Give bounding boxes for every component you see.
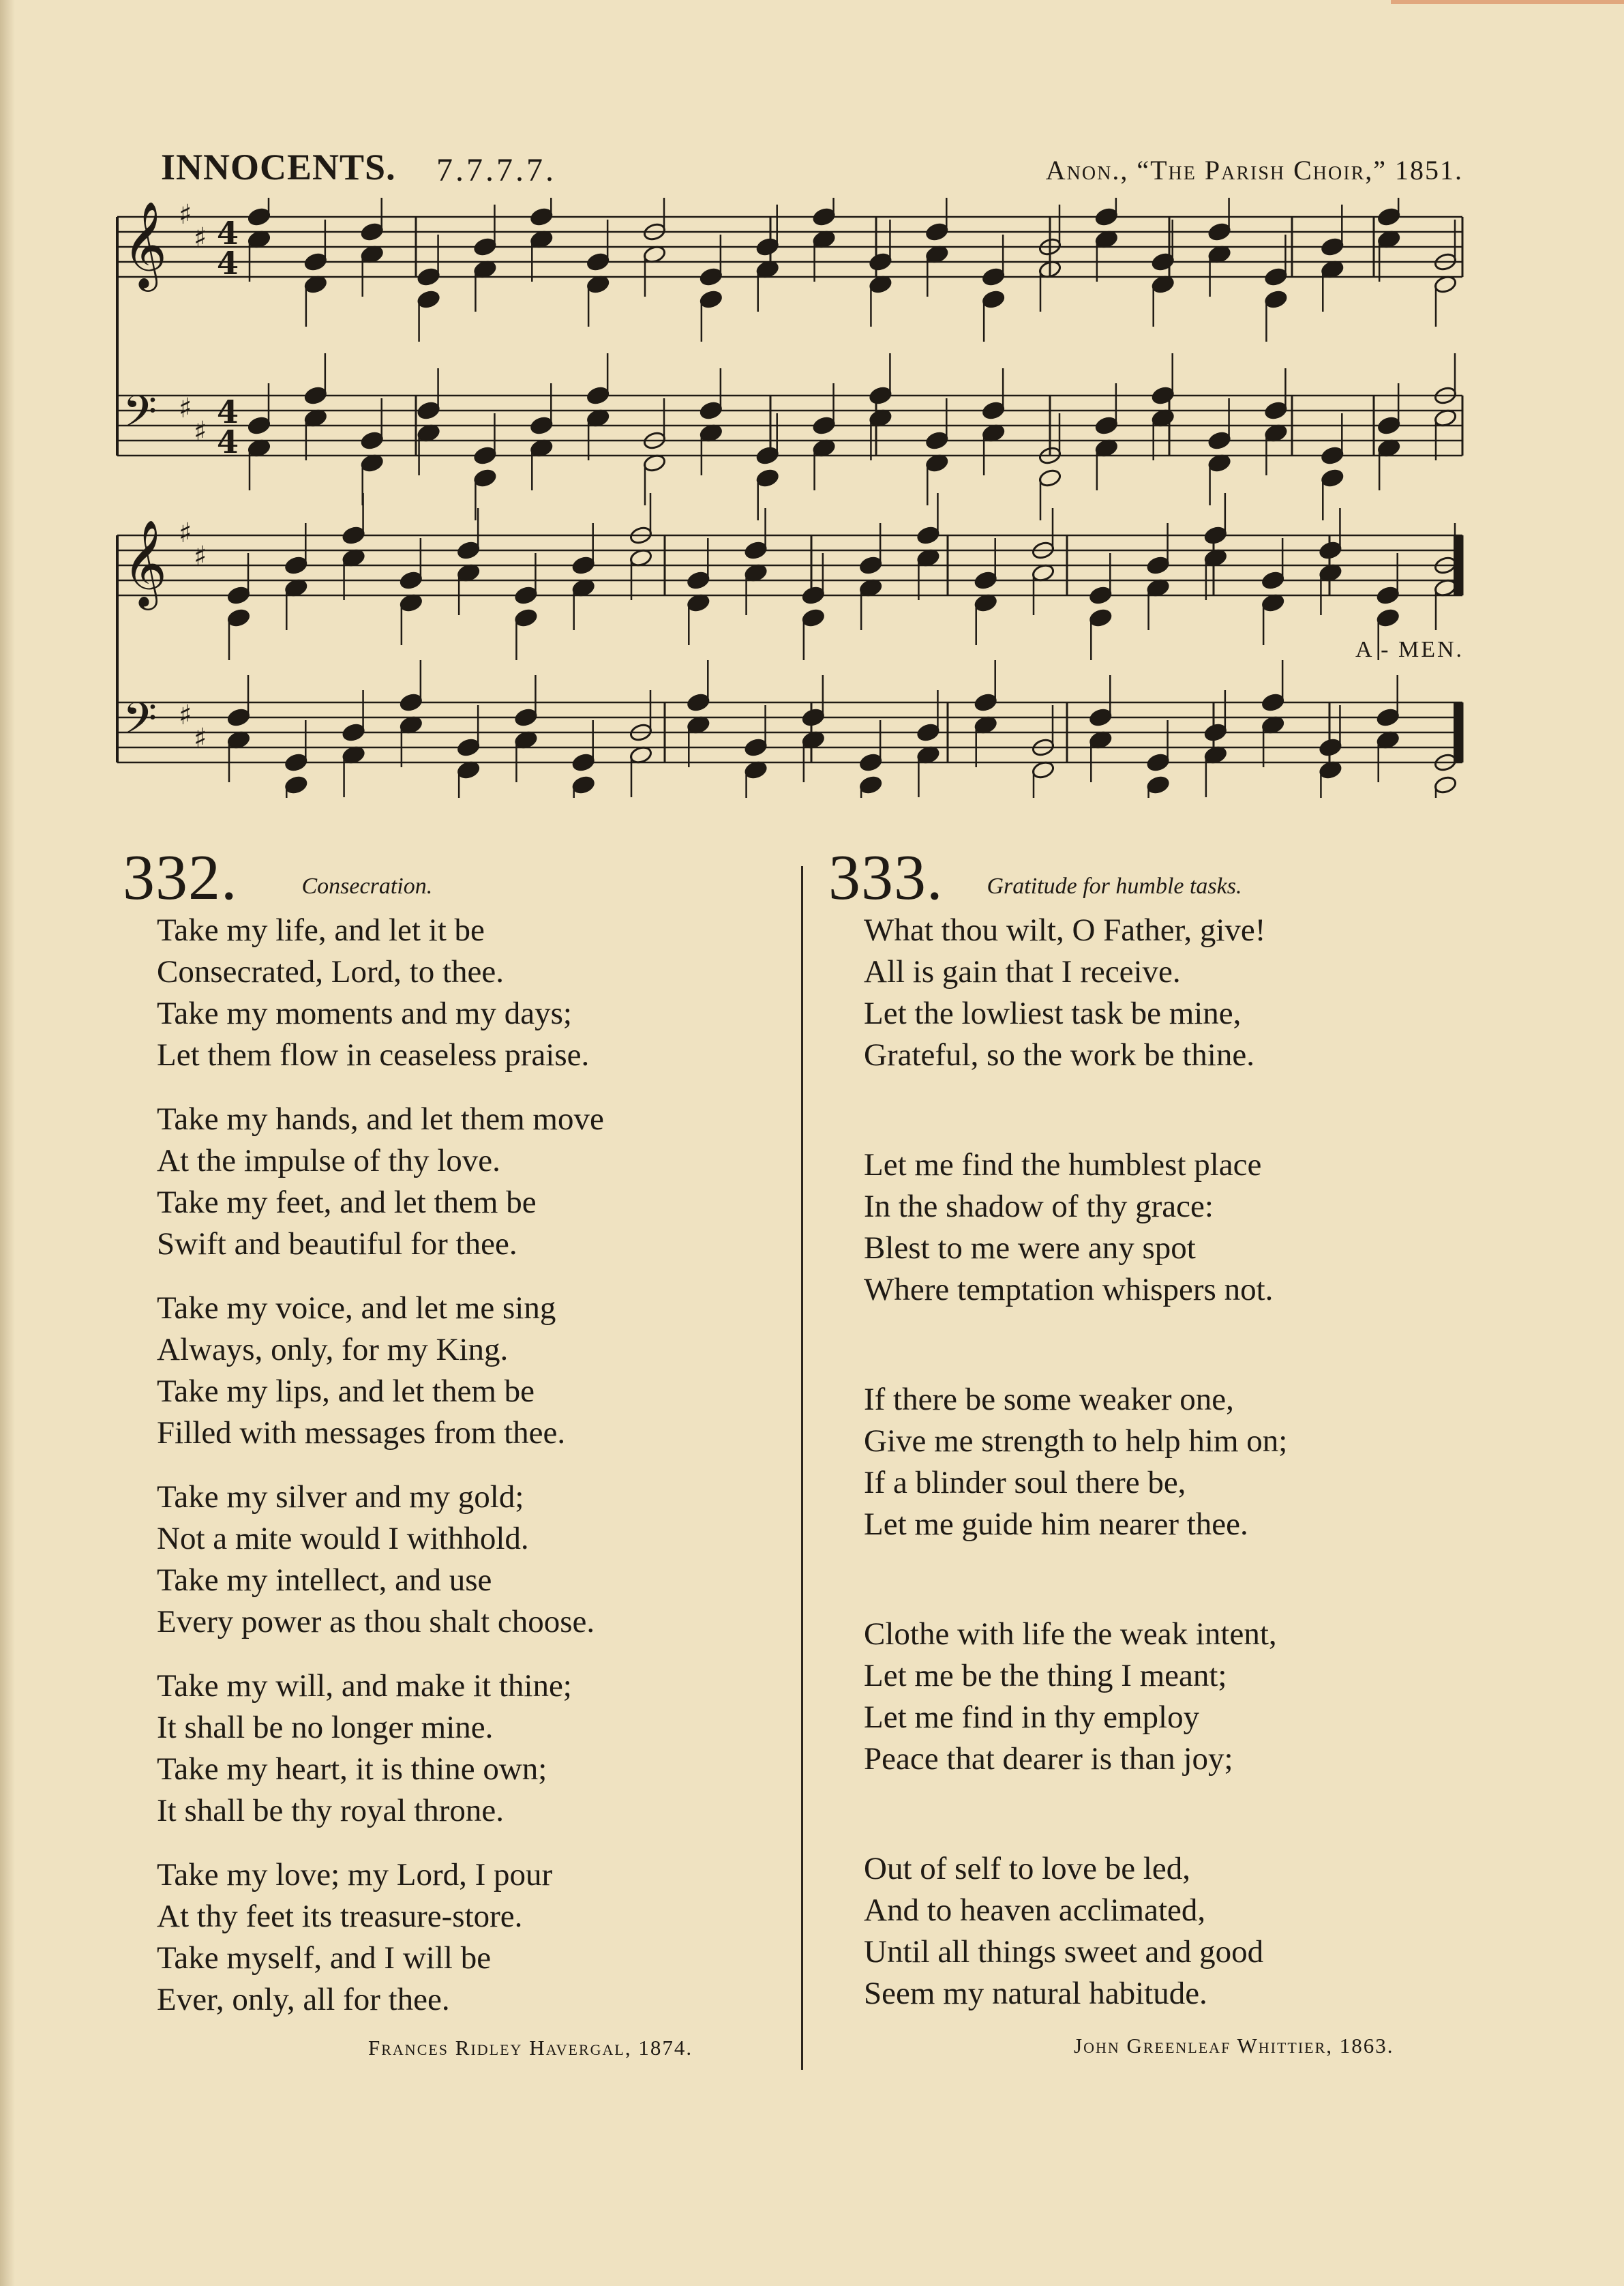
verse-line: Let me find the humblest place xyxy=(864,1147,1262,1183)
quarter-note xyxy=(1321,468,1344,488)
quarter-note xyxy=(982,267,1006,286)
quarter-note xyxy=(473,445,497,465)
verse-line: Take my life, and let it be xyxy=(157,912,485,948)
quarter-note xyxy=(974,570,997,590)
stanza xyxy=(828,1614,1483,1780)
quarter-note xyxy=(755,237,779,256)
quarter-note xyxy=(925,430,949,450)
verse-line: It shall be no longer mine. xyxy=(157,1710,494,1745)
quarter-note xyxy=(1264,289,1288,309)
hymn-topic: Consecration. xyxy=(301,874,433,900)
sharp-icon: ♯ xyxy=(194,723,207,754)
quarter-note xyxy=(514,585,538,605)
quarter-note xyxy=(586,252,610,271)
sharp-icon: ♯ xyxy=(179,518,192,549)
hymn-number: 332. xyxy=(123,842,238,913)
hymn-332 xyxy=(123,842,770,2043)
quarter-note xyxy=(514,608,538,627)
verse-line: Swift and beautiful for thee. xyxy=(157,1226,517,1262)
quarter-note xyxy=(303,252,327,271)
quarter-note xyxy=(247,207,271,226)
verse-line: Give me strength to help him on; xyxy=(864,1423,1288,1459)
final-barline xyxy=(1454,702,1462,762)
verse-line: Take my hands, and let them move xyxy=(157,1101,604,1137)
amen-label: A - MEN. xyxy=(1355,637,1464,662)
sharp-icon: ♯ xyxy=(179,199,192,231)
quarter-note xyxy=(1264,267,1288,286)
final-barline xyxy=(1454,535,1462,595)
sharp-icon: ♯ xyxy=(194,222,207,254)
score-svg xyxy=(116,198,1473,798)
quarter-note xyxy=(284,775,308,795)
verse-line: Take myself, and I will be xyxy=(157,1940,492,1976)
quarter-note xyxy=(226,585,250,605)
quarter-note xyxy=(974,692,997,712)
stanza xyxy=(123,1288,770,1454)
verse-line: At the impulse of thy love. xyxy=(157,1143,500,1178)
quarter-note xyxy=(916,525,940,545)
quarter-note xyxy=(1261,570,1285,590)
quarter-note xyxy=(586,385,610,405)
hymn-333 xyxy=(828,842,1483,2083)
quarter-note xyxy=(1146,752,1170,772)
bass-clef-icon: 𝄢 xyxy=(123,694,157,755)
quarter-note xyxy=(1146,775,1170,795)
quarter-note xyxy=(755,468,779,488)
quarter-note xyxy=(417,289,440,309)
quarter-note xyxy=(303,385,327,405)
quarter-note xyxy=(1146,555,1170,575)
quarter-note xyxy=(284,752,308,772)
quarter-note xyxy=(1089,707,1113,727)
verse-line: Until all things sweet and good xyxy=(864,1934,1264,1970)
quarter-note xyxy=(1203,525,1227,545)
verse-line: Seem my natural habitude. xyxy=(864,1976,1207,2011)
page-binding-shadow xyxy=(0,0,15,2286)
verse-line: Grateful, so the work be thine. xyxy=(864,1037,1254,1073)
quarter-note xyxy=(1321,237,1344,256)
stanza xyxy=(828,1379,1483,1545)
quarter-note xyxy=(687,570,710,590)
verse-line: Take my love; my Lord, I pour xyxy=(157,1857,553,1892)
quarter-note xyxy=(1264,400,1288,420)
quarter-note xyxy=(1151,252,1175,271)
quarter-note xyxy=(859,555,883,575)
verse-line: Take my will, and make it thine; xyxy=(157,1668,572,1704)
quarter-note xyxy=(514,707,538,727)
quarter-note xyxy=(1207,222,1231,241)
sharp-icon: ♯ xyxy=(179,393,192,424)
verse-line: Ever, only, all for thee. xyxy=(157,1982,450,2017)
column-divider xyxy=(801,866,803,2070)
quarter-note xyxy=(859,752,883,772)
music-score xyxy=(116,198,1473,798)
quarter-note xyxy=(982,289,1006,309)
quarter-note xyxy=(530,207,554,226)
hymn-topic: Gratitude for humble tasks. xyxy=(987,874,1242,900)
quarter-note xyxy=(982,400,1006,420)
hymn-heading xyxy=(123,842,770,913)
treble-clef-icon: 𝄞 xyxy=(123,519,168,606)
stanza xyxy=(123,1099,770,1265)
quarter-note xyxy=(755,445,779,465)
quarter-note xyxy=(801,585,825,605)
quarter-note xyxy=(812,415,836,435)
quarter-note xyxy=(1089,585,1113,605)
half-note xyxy=(1433,775,1457,795)
quarter-note xyxy=(342,525,365,545)
verse-line: Take my lips, and let them be xyxy=(157,1374,535,1409)
verse-line: It shall be thy royal throne. xyxy=(157,1793,505,1828)
stanza xyxy=(828,1144,1483,1311)
quarter-note xyxy=(1089,608,1113,627)
quarter-note xyxy=(699,267,723,286)
verse-line: If a blinder soul there be, xyxy=(864,1465,1186,1500)
hymn-author: Frances Ridley Havergal, 1874. xyxy=(368,2036,693,2060)
tune-name: INNOCENTS. xyxy=(161,147,396,188)
quarter-note xyxy=(1321,445,1344,465)
verse-line: Not a mite would I withhold. xyxy=(157,1521,529,1556)
quarter-note xyxy=(226,608,250,627)
verse-line: Filled with messages from thee. xyxy=(157,1415,566,1451)
verse-line: Consecrated, Lord, to thee. xyxy=(157,954,504,990)
verse-line: Take my intellect, and use xyxy=(157,1562,492,1598)
verse-line: At thy feet its treasure-store. xyxy=(157,1899,523,1934)
time-signature: 4 xyxy=(217,245,239,282)
quarter-note xyxy=(571,555,595,575)
verse-line: Take my moments and my days; xyxy=(157,996,572,1031)
verse-line: Out of self to love be led, xyxy=(864,1851,1191,1886)
quarter-note xyxy=(457,737,481,757)
verse-line: Where temptation whispers not. xyxy=(864,1272,1274,1307)
stanza xyxy=(123,1665,770,1832)
quarter-note xyxy=(571,752,595,772)
quarter-note xyxy=(571,775,595,795)
hymn-heading xyxy=(828,842,1483,913)
bass-clef-icon: 𝄢 xyxy=(123,387,157,448)
hymn-number: 333. xyxy=(828,842,944,913)
stanza xyxy=(828,1848,1483,2015)
quarter-note xyxy=(869,385,892,405)
quarter-note xyxy=(473,237,497,256)
verse-line: Take my voice, and let me sing xyxy=(157,1290,556,1326)
quarter-note xyxy=(1094,415,1118,435)
quarter-note xyxy=(1377,415,1401,435)
quarter-note xyxy=(801,707,825,727)
tune-attribution: Anon., “The Parish Choir,” 1851. xyxy=(1045,155,1463,185)
quarter-note xyxy=(530,415,554,435)
quarter-note xyxy=(699,289,723,309)
quarter-note xyxy=(457,540,481,560)
verse-line: Let me find in thy employ xyxy=(864,1699,1200,1735)
quarter-note xyxy=(1207,430,1231,450)
treble-clef-icon: 𝄞 xyxy=(123,201,168,288)
verse-line: Take my feet, and let them be xyxy=(157,1185,537,1220)
verse-line: Let me guide him nearer thee. xyxy=(864,1506,1248,1542)
verse-line: If there be some weaker one, xyxy=(864,1382,1234,1417)
quarter-note xyxy=(360,430,384,450)
quarter-note xyxy=(1377,207,1401,226)
quarter-note xyxy=(284,555,308,575)
verse-line: Take my heart, it is thine own; xyxy=(157,1751,547,1787)
quarter-note xyxy=(1151,385,1175,405)
quarter-note xyxy=(360,222,384,241)
quarter-note xyxy=(1094,207,1118,226)
verse-line: And to heaven acclimated, xyxy=(864,1892,1206,1928)
quarter-note xyxy=(869,252,892,271)
verse-line: Let the lowliest task be mine, xyxy=(864,996,1242,1031)
quarter-note xyxy=(417,400,440,420)
quarter-note xyxy=(1319,540,1342,560)
sharp-icon: ♯ xyxy=(179,700,192,731)
sharp-icon: ♯ xyxy=(194,416,207,447)
verse-line: Blest to me were any spot xyxy=(864,1230,1196,1266)
time-signature: 4 xyxy=(217,394,239,430)
sharp-icon: ♯ xyxy=(194,541,207,572)
quarter-note xyxy=(1376,585,1400,605)
quarter-note xyxy=(1376,707,1400,727)
verse-line: Let them flow in ceaseless praise. xyxy=(157,1037,590,1073)
quarter-note xyxy=(916,722,940,742)
quarter-note xyxy=(925,222,949,241)
stanza xyxy=(123,1854,770,2021)
stanza xyxy=(828,910,1483,1076)
verse-line: Let me be the thing I meant; xyxy=(864,1658,1227,1693)
verse-line: Every power as thou shalt choose. xyxy=(157,1604,595,1639)
verse-line: In the shadow of thy grace: xyxy=(864,1189,1214,1224)
verse-line: What thou wilt, O Father, give! xyxy=(864,912,1266,948)
quarter-note xyxy=(226,707,250,727)
stanza xyxy=(123,1476,770,1643)
quarter-note xyxy=(1203,722,1227,742)
quarter-note xyxy=(417,267,440,286)
verse-line: Always, only, for my King. xyxy=(157,1332,509,1367)
quarter-note xyxy=(859,775,883,795)
quarter-note xyxy=(342,722,365,742)
quarter-note xyxy=(473,468,497,488)
quarter-note xyxy=(1376,608,1400,627)
quarter-note xyxy=(687,692,710,712)
quarter-note xyxy=(1319,737,1342,757)
verse-line: Take my silver and my gold; xyxy=(157,1479,524,1515)
verse-line: Peace that dearer is than joy; xyxy=(864,1741,1233,1777)
verse-line: Clothe with life the weak intent, xyxy=(864,1616,1277,1652)
quarter-note xyxy=(1261,692,1285,712)
quarter-note xyxy=(744,540,768,560)
stanza xyxy=(123,910,770,1076)
time-signature: 4 xyxy=(217,424,239,460)
quarter-note xyxy=(744,737,768,757)
quarter-note xyxy=(399,692,423,712)
half-note xyxy=(1038,468,1062,488)
quarter-note xyxy=(247,415,271,435)
quarter-note xyxy=(399,570,423,590)
page-edge-mark xyxy=(1391,0,1624,4)
quarter-note xyxy=(801,608,825,627)
verse-line: All is gain that I receive. xyxy=(864,954,1181,990)
quarter-note xyxy=(812,207,836,226)
meter: 7.7.7.7. xyxy=(436,152,556,188)
time-signature: 4 xyxy=(217,215,239,252)
quarter-note xyxy=(699,400,723,420)
hymn-author: John Greenleaf Whittier, 1863. xyxy=(1074,2034,1394,2058)
